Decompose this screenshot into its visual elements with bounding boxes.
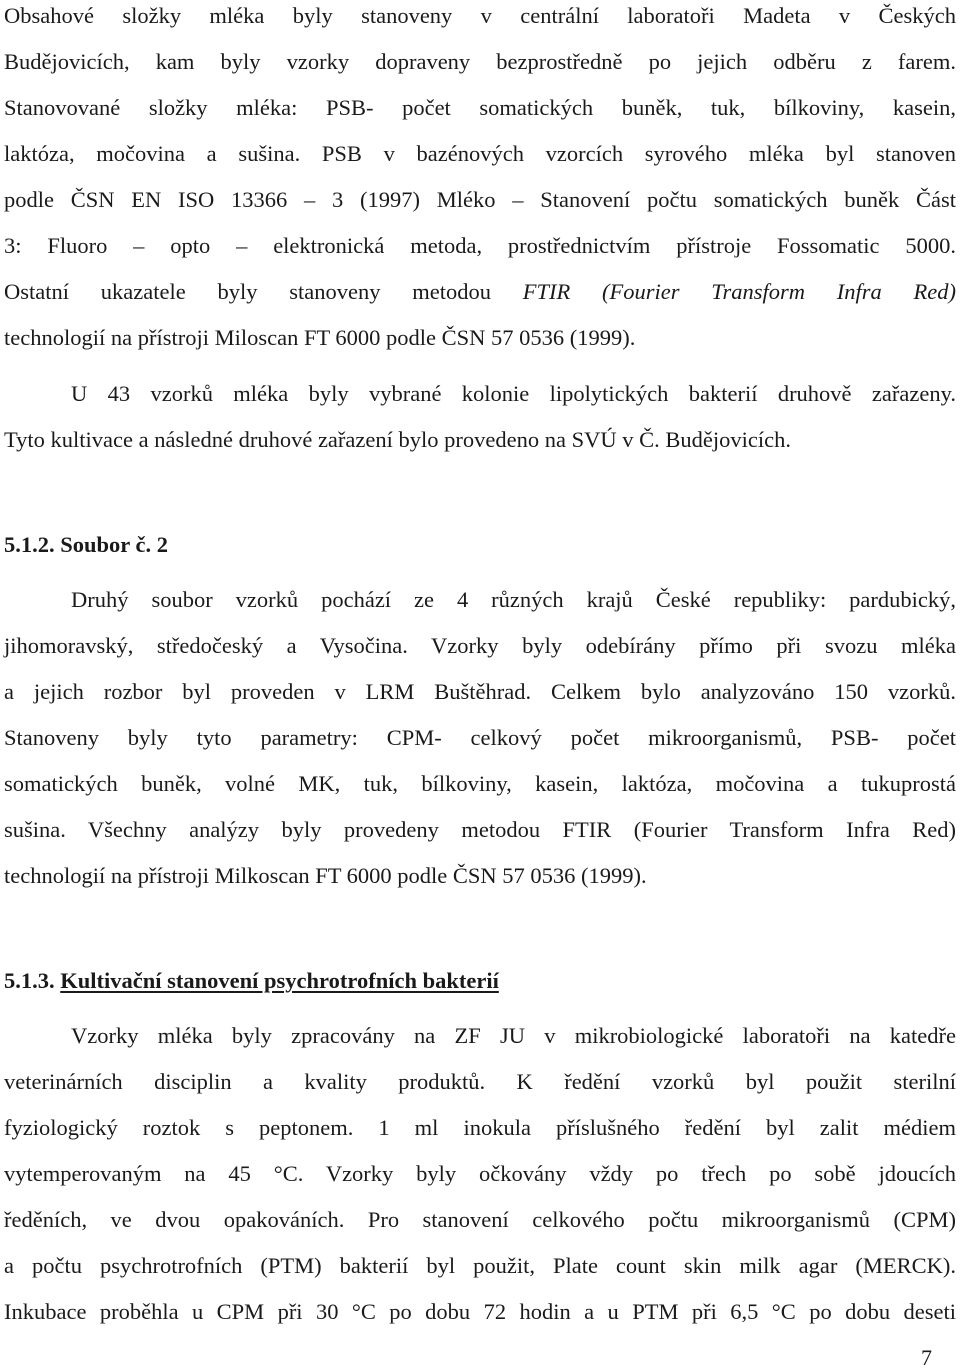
section-heading bbox=[4, 530, 168, 560]
section-title: Kultivační stanovení psychrotrofních bakterií bbox=[60, 968, 499, 993]
text-line: Obsahové složky mléka byly stanoveny v centrální laboratoři Madeta v Českých bbox=[4, 3, 956, 28]
text-span: Ostatní ukazatele byly stanoveny metodou bbox=[4, 279, 491, 304]
text-line: U 43 vzorků mléka byly vybrané kolonie lipolytických bakterií druhově zařazeny. bbox=[71, 381, 956, 406]
text-line: a jejich rozbor byl proveden v LRM Buštěhrad. Celkem bylo analyzováno 150 vzorků. bbox=[4, 679, 956, 704]
text-line: somatických buněk, volné MK, tuk, bílkoviny, kasein, laktóza, močovina a tukuprostá bbox=[4, 771, 956, 796]
text-line: sušina. Všechny analýzy byly provedeny metodou FTIR (Fourier Transform Infra Red) bbox=[4, 817, 956, 842]
text-line: jihomoravský, středočeský a Vysočina. Vzorky byly odebírány přímo při svozu mléka bbox=[4, 633, 956, 658]
text-line: 3: Fluoro – opto – elektronická metoda, prostřednictvím přístroje Fossomatic 5000. bbox=[4, 233, 956, 258]
text-line: Inkubace proběhla u CPM při 30 °C po dobu 72 hodin a u PTM při 6,5 °C po dobu deseti bbox=[4, 1299, 956, 1324]
section-number: 5.1.3. bbox=[4, 968, 55, 993]
text-line: a počtu psychrotrofních (PTM) bakterií byl použit, Plate count skin milk agar (MERCK). bbox=[4, 1253, 956, 1278]
italic-span: FTIR (Fourier Transform Infra Red) bbox=[522, 279, 957, 304]
text-line: technologií na přístroji Miloscan FT 6000 podle ČSN 57 0536 (1999). bbox=[4, 325, 636, 350]
text-line: podle ČSN EN ISO 13366 – 3 (1997) Mléko – Stanovení počtu somatických buněk Část bbox=[4, 187, 956, 212]
text-line: technologií na přístroji Milkoscan FT 6000 podle ČSN 57 0536 (1999). bbox=[4, 863, 647, 888]
text-line: Stanovované složky mléka: PSB- počet somatických buněk, tuk, bílkoviny, kasein, bbox=[4, 95, 956, 120]
text-line: fyziologický roztok s peptonem. 1 ml inokula příslušného ředění byl zalit médiem bbox=[4, 1115, 956, 1140]
text-line: ředěních, ve dvou opakováních. Pro stanovení celkového počtu mikroorganismů (CPM) bbox=[4, 1207, 956, 1232]
section-heading bbox=[4, 966, 499, 996]
section-title: Soubor č. 2 bbox=[60, 532, 168, 557]
section-number: 5.1.2. bbox=[4, 532, 55, 557]
text-line: Stanoveny byly tyto parametry: CPM- celkový počet mikroorganismů, PSB- počet bbox=[4, 725, 956, 750]
text-line: veterinárních disciplin a kvality produktů. K ředění vzorků byl použit sterilní bbox=[4, 1069, 956, 1094]
text-line-mixed bbox=[4, 277, 956, 307]
text-line: Tyto kultivace a následné druhové zařazení bylo provedeno na SVÚ v Č. Budějovicích. bbox=[4, 427, 791, 452]
page-number: 7 bbox=[921, 1345, 932, 1370]
text-line: Druhý soubor vzorků pochází ze 4 různých krajů České republiky: pardubický, bbox=[71, 587, 956, 612]
text-line: Budějovicích, kam byly vzorky dopraveny bezprostředně po jejich odběru z farem. bbox=[4, 49, 956, 74]
text-line: laktóza, močovina a sušina. PSB v bazénových vzorcích syrového mléka byl stanoven bbox=[4, 141, 956, 166]
text-line: vytemperovaným na 45 °C. Vzorky byly očkovány vždy po třech po sobě jdoucích bbox=[4, 1161, 956, 1186]
text-line: Vzorky mléka byly zpracovány na ZF JU v mikrobiologické laboratoři na katedře bbox=[71, 1023, 956, 1048]
